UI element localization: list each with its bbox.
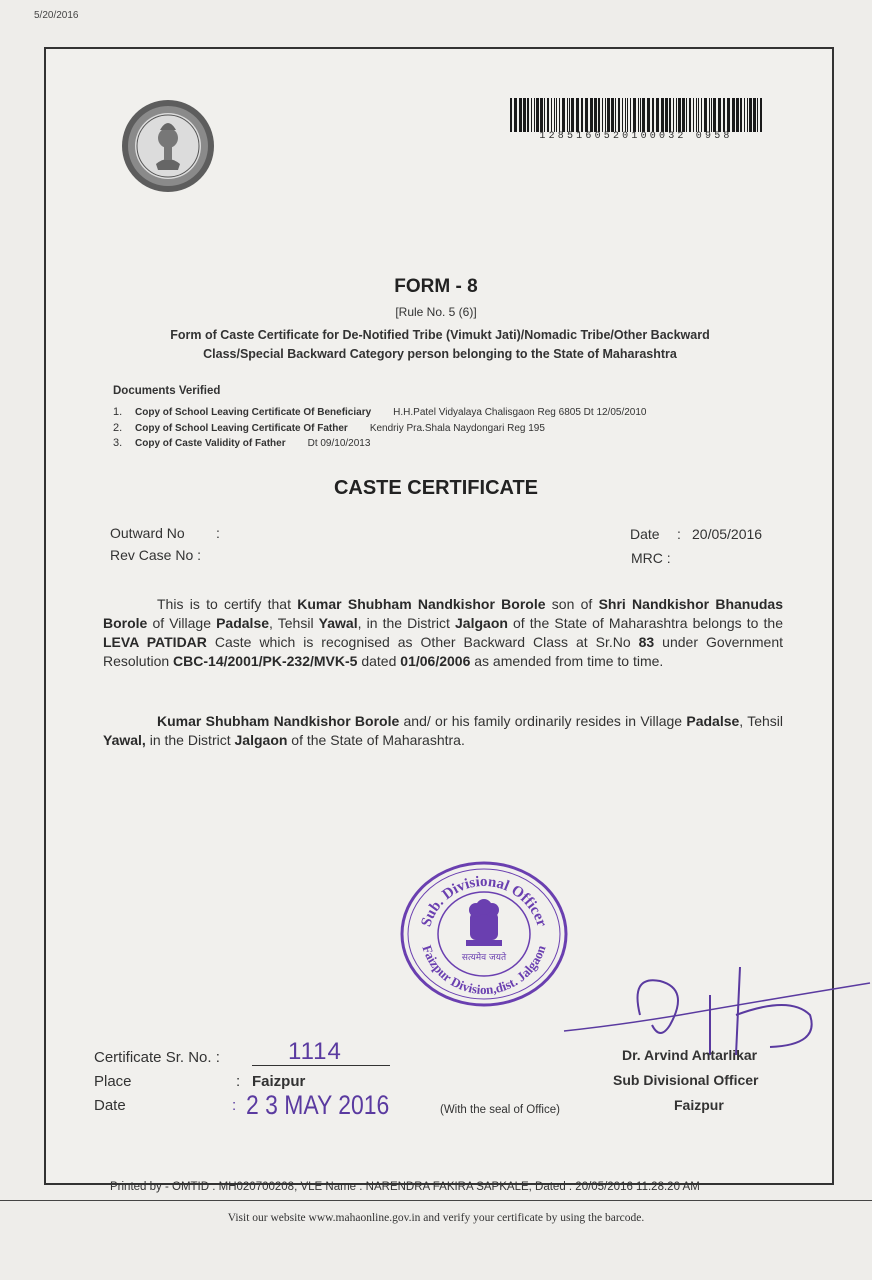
seal-note: (With the seal of Office) xyxy=(440,1104,560,1116)
barcode-bar xyxy=(740,98,742,132)
barcode-bar xyxy=(652,98,654,132)
barcode-bar xyxy=(598,98,600,132)
outward-no-colon: : xyxy=(216,525,220,541)
document-detail: Dt 09/10/2013 xyxy=(307,438,371,449)
barcode-bar xyxy=(605,98,606,132)
date-label: Date xyxy=(630,526,660,542)
barcode-bar xyxy=(647,98,650,132)
father-name: Shri Nandkishor Bhanudas Borole xyxy=(103,596,784,631)
lion-emblem-icon xyxy=(466,899,502,946)
svg-text:Faizpur Division,dist. Jalgaon xyxy=(419,943,548,997)
officer-title: Sub Divisional Officer xyxy=(613,1072,759,1088)
barcode-bar xyxy=(569,98,570,132)
footer-divider xyxy=(0,1200,872,1201)
document-item xyxy=(113,422,545,434)
documents-heading: Documents Verified xyxy=(113,385,221,397)
barcode-bar xyxy=(519,98,522,132)
date-colon: : xyxy=(677,526,681,542)
place-label: Place xyxy=(94,1073,132,1090)
barcode-bar xyxy=(607,98,610,132)
form-number: FORM - 8 xyxy=(394,276,478,297)
barcode-bar xyxy=(562,98,565,132)
barcode-bar xyxy=(567,98,568,132)
barcode-bar xyxy=(527,98,529,132)
rev-case-label: Rev Case No : xyxy=(110,547,202,563)
barcode-bar xyxy=(551,98,552,132)
barcode-bar xyxy=(642,98,645,132)
place-colon: : xyxy=(236,1073,241,1090)
certificate-title: CASTE CERTIFICATE xyxy=(333,477,539,499)
barcode-bar xyxy=(686,98,687,132)
barcode-bar xyxy=(544,98,545,132)
barcode-bar xyxy=(581,98,583,132)
barcode-bar xyxy=(618,98,620,132)
barcode-bar xyxy=(760,98,762,132)
barcode-bar xyxy=(661,98,664,132)
barcode-bar xyxy=(571,98,574,132)
cert-sr-value: 1114 xyxy=(288,1038,342,1065)
document-title: Copy of School Leaving Certificate Of Beneficiary xyxy=(135,407,372,418)
barcode-bar xyxy=(727,98,730,132)
barcode-bar xyxy=(547,98,549,132)
barcode-image xyxy=(510,98,762,132)
document-detail: Kendriy Pra.Shala Naydongari Reg 195 xyxy=(369,423,545,434)
outward-no-label: Outward No xyxy=(110,525,185,541)
barcode-bar xyxy=(732,98,735,132)
barcode-bar xyxy=(633,98,636,132)
barcode-bar xyxy=(676,98,677,132)
barcode-bar xyxy=(693,98,694,132)
barcode-bar xyxy=(757,98,758,132)
barcode-bar xyxy=(669,98,671,132)
date-bottom-label: Date xyxy=(94,1097,126,1114)
barcode-bar xyxy=(625,98,626,132)
barcode-bar xyxy=(523,98,526,132)
barcode-bar xyxy=(665,98,668,132)
barcode-bar xyxy=(514,98,517,132)
document-number: 2. xyxy=(113,422,123,434)
barcode-bar xyxy=(682,98,685,132)
barcode-bar xyxy=(510,98,512,132)
document-detail: H.H.Patel Vidyalaya Chalisgaon Reg 6805 Dt 12/05/2010 xyxy=(393,407,647,418)
place-value: Faizpur xyxy=(252,1073,306,1090)
resolution-number: CBC-14/2001/PK-232/MVK-5 xyxy=(173,653,358,669)
caste-name: LEVA PATIDAR xyxy=(103,634,207,650)
barcode-bar xyxy=(656,98,659,132)
form-title xyxy=(110,326,770,364)
barcode-bar xyxy=(638,98,639,132)
mrc-label: MRC : xyxy=(631,550,671,566)
barcode-bar xyxy=(718,98,721,132)
barcode-bar xyxy=(736,98,739,132)
barcode-bar xyxy=(747,98,748,132)
barcode-bar xyxy=(531,98,532,132)
office-stamp xyxy=(398,860,570,1008)
date-bottom-colon: : xyxy=(232,1097,237,1114)
form-title-line2: Class/Special Backward Category person belonging to the State of Maharashtra xyxy=(203,347,677,361)
document-number: 3. xyxy=(113,437,123,449)
barcode-bar xyxy=(713,98,716,132)
barcode-bar xyxy=(590,98,593,132)
barcode-bar xyxy=(615,98,616,132)
officer-place: Faizpur xyxy=(674,1097,724,1113)
barcode-bar xyxy=(744,98,745,132)
barcode-bar xyxy=(602,98,603,132)
barcode-bar xyxy=(678,98,681,132)
maharashtra-seal-icon xyxy=(120,98,216,194)
certification-paragraph: This is to certify that Kumar Shubham Nandkishor Borole son of Shri Nandkishor Bhanudas Borole of Village Padalse, Tehsil Yawal, in the District Jalgaon of the State of Maharashtra belongs to the LEVA PATIDAR Caste which is recognised as Other Backward Class at Sr.No 83 under Government Resolution CBC-14/2001/PK-232/MVK-5 dated 01/06/2006 as amended from time to time. xyxy=(103,596,784,669)
website-note: Visit our website www.mahaonline.gov.in and verify your certificate by using the barcode. xyxy=(227,1212,645,1224)
barcode-bar xyxy=(689,98,691,132)
stamp-motto: सत्यमेव जयते xyxy=(461,953,507,963)
barcode-number: 1285160520100032 0958 xyxy=(539,131,733,142)
barcode-bar xyxy=(711,98,712,132)
barcode-bar xyxy=(554,98,555,132)
barcode-bar xyxy=(698,98,699,132)
barcode-bar xyxy=(556,98,557,132)
stamp-bottom-text: Faizpur Division,dist. Jalgaon xyxy=(419,943,549,998)
barcode-bar xyxy=(627,98,628,132)
barcode-bar xyxy=(540,98,543,132)
barcode-bar xyxy=(749,98,752,132)
barcode-bar xyxy=(534,98,535,132)
document-title: Copy of School Leaving Certificate Of Father xyxy=(135,423,348,434)
barcode-bar xyxy=(753,98,756,132)
barcode-bar xyxy=(673,98,674,132)
barcode-bar xyxy=(594,98,597,132)
printed-by-footer: Printed by - OMTID : MH020700208, VLE Name : NARENDRA FAKIRA SAPKALE, Dated : 20/05/2016 11:28:20 AM xyxy=(110,1181,700,1193)
barcode-bar xyxy=(559,98,560,132)
barcode-bar xyxy=(704,98,707,132)
barcode-bar xyxy=(723,98,725,132)
barcode-bar xyxy=(576,98,579,132)
barcode-bar xyxy=(611,98,614,132)
barcode-bar xyxy=(701,98,702,132)
date-value: 20/05/2016 xyxy=(692,526,763,542)
form-rule: [Rule No. 5 (6)] xyxy=(395,305,477,319)
document-title: Copy of Caste Validity of Father xyxy=(135,438,286,449)
barcode-bar xyxy=(585,98,588,132)
corner-date: 5/20/2016 xyxy=(34,10,79,21)
date-stamp: 2 3 MAY 2016 xyxy=(246,1090,390,1120)
officer-name: Dr. Arvind Antarlikar xyxy=(622,1047,758,1063)
beneficiary-name: Kumar Shubham Nandkishor Borole xyxy=(297,596,546,612)
barcode-bar xyxy=(622,98,623,132)
barcode-bar xyxy=(696,98,697,132)
stamp-top-text: Sub. Divisional Officer xyxy=(418,873,550,929)
form-title-line1: Form of Caste Certificate for De-Notified Tribe (Vimukt Jati)/Nomadic Tribe/Other Backward xyxy=(170,328,710,342)
barcode-bar xyxy=(709,98,710,132)
cert-sr-label: Certificate Sr. No. : xyxy=(94,1049,220,1066)
document-number: 1. xyxy=(113,406,123,418)
document-item xyxy=(113,437,370,449)
residence-paragraph: Kumar Shubham Nandkishor Borole and/ or his family ordinarily resides in Village Padalse, Tehsil Yawal, in the District Jalgaon of the State of Maharashtra. xyxy=(103,713,783,748)
barcode-bar xyxy=(640,98,641,132)
barcode-bar xyxy=(630,98,631,132)
document-item xyxy=(113,406,647,418)
barcode-bar xyxy=(536,98,539,132)
